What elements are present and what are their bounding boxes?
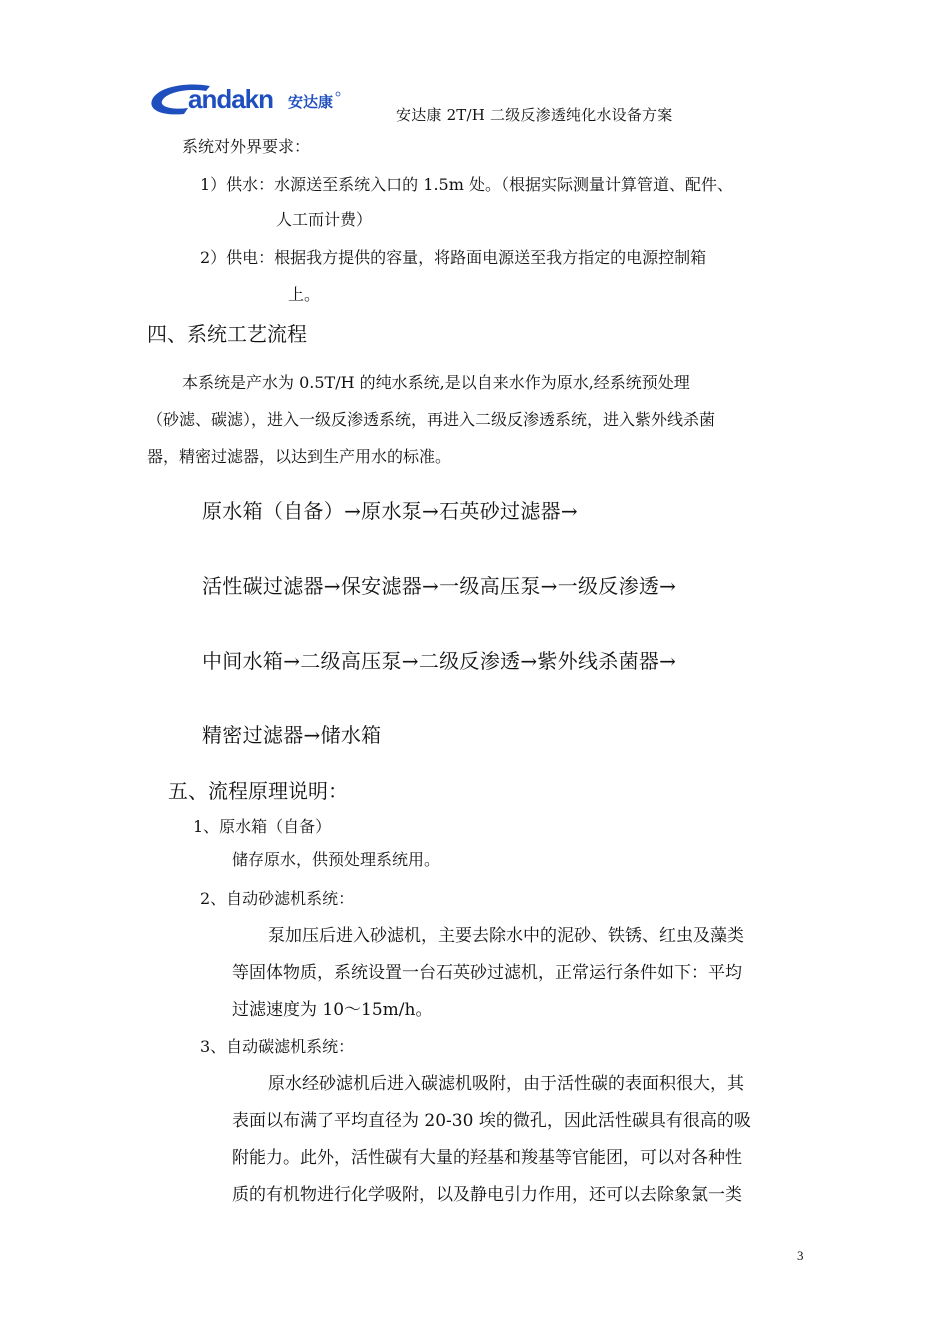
subsection1-body: 储存原水，供预处理系统用。 xyxy=(232,850,441,869)
section5-heading: 五、流程原理说明： xyxy=(168,779,348,803)
flow-line-2: 活性碳过滤器→保安滤器→一级高压泵→一级反渗透→ xyxy=(202,574,677,598)
section4-heading: 四、系统工艺流程 xyxy=(147,322,307,346)
subsection3-line4: 质的有机物进行化学吸附，以及静电引力作用，还可以去除象氯一类 xyxy=(232,1185,742,1205)
section4-para-line3: 器，精密过滤器，以达到生产用水的标准。 xyxy=(147,447,452,466)
subsection1-title: 1、原水箱（自备） xyxy=(193,817,332,836)
flow-line-3: 中间水箱→二级高压泵→二级反渗透→紫外线杀菌器→ xyxy=(202,649,677,673)
page-number: 3 xyxy=(797,1248,804,1263)
svg-text:安达康: 安达康 xyxy=(288,93,334,111)
section4-para-line1: 本系统是产水为 0.5T/H 的纯水系统,是以自来水作为原水,经系统预处理 xyxy=(182,373,690,392)
flow-line-4: 精密过滤器→储水箱 xyxy=(202,723,382,747)
svg-text:andakn: andakn xyxy=(188,84,274,114)
subsection3-line1: 原水经砂滤机后进入碳滤机吸附，由于活性碳的表面积很大，其 xyxy=(268,1074,744,1094)
section4-para-line2: （砂滤、碳滤），进入一级反渗透系统，再进入二级反渗透系统，进入紫外线杀菌 xyxy=(147,410,716,429)
subsection3-title: 3、自动碳滤机系统： xyxy=(200,1037,355,1056)
requirements-heading: 系统对外界要求： xyxy=(182,137,311,156)
subsection3-line3: 附能力。此外，活性碳有大量的羟基和羧基等官能团，可以对各种性 xyxy=(232,1148,742,1168)
requirement-water-line1: 1）供水：水源送至系统入口的 1.5m 处。（根据实际测量计算管道、配件、 xyxy=(200,175,733,194)
requirement-power-line2: 上。 xyxy=(288,285,321,304)
company-logo xyxy=(148,80,398,118)
requirement-power-line1: 2）供电：根据我方提供的容量，将路面电源送至我方指定的电源控制箱 xyxy=(200,248,707,267)
subsection2-title: 2、自动砂滤机系统： xyxy=(200,889,355,908)
requirement-water-line2: 人工而计费） xyxy=(276,210,373,229)
flow-line-1: 原水箱（自备）→原水泵→石英砂过滤器→ xyxy=(202,499,578,523)
document-title: 安达康 2T/H 二级反渗透纯化水设备方案 xyxy=(396,106,673,124)
subsection2-line2: 等固体物质，系统设置一台石英砂过滤机，正常运行条件如下：平均 xyxy=(232,963,742,983)
subsection2-line3: 过滤速度为 10～15m/h。 xyxy=(232,1000,433,1020)
subsection3-line2: 表面以布满了平均直径为 20-30 埃的微孔，因此活性碳具有很高的吸 xyxy=(232,1111,751,1131)
subsection2-line1: 泵加压后进入砂滤机，主要去除水中的泥砂、铁锈、红虫及藻类 xyxy=(268,926,744,946)
